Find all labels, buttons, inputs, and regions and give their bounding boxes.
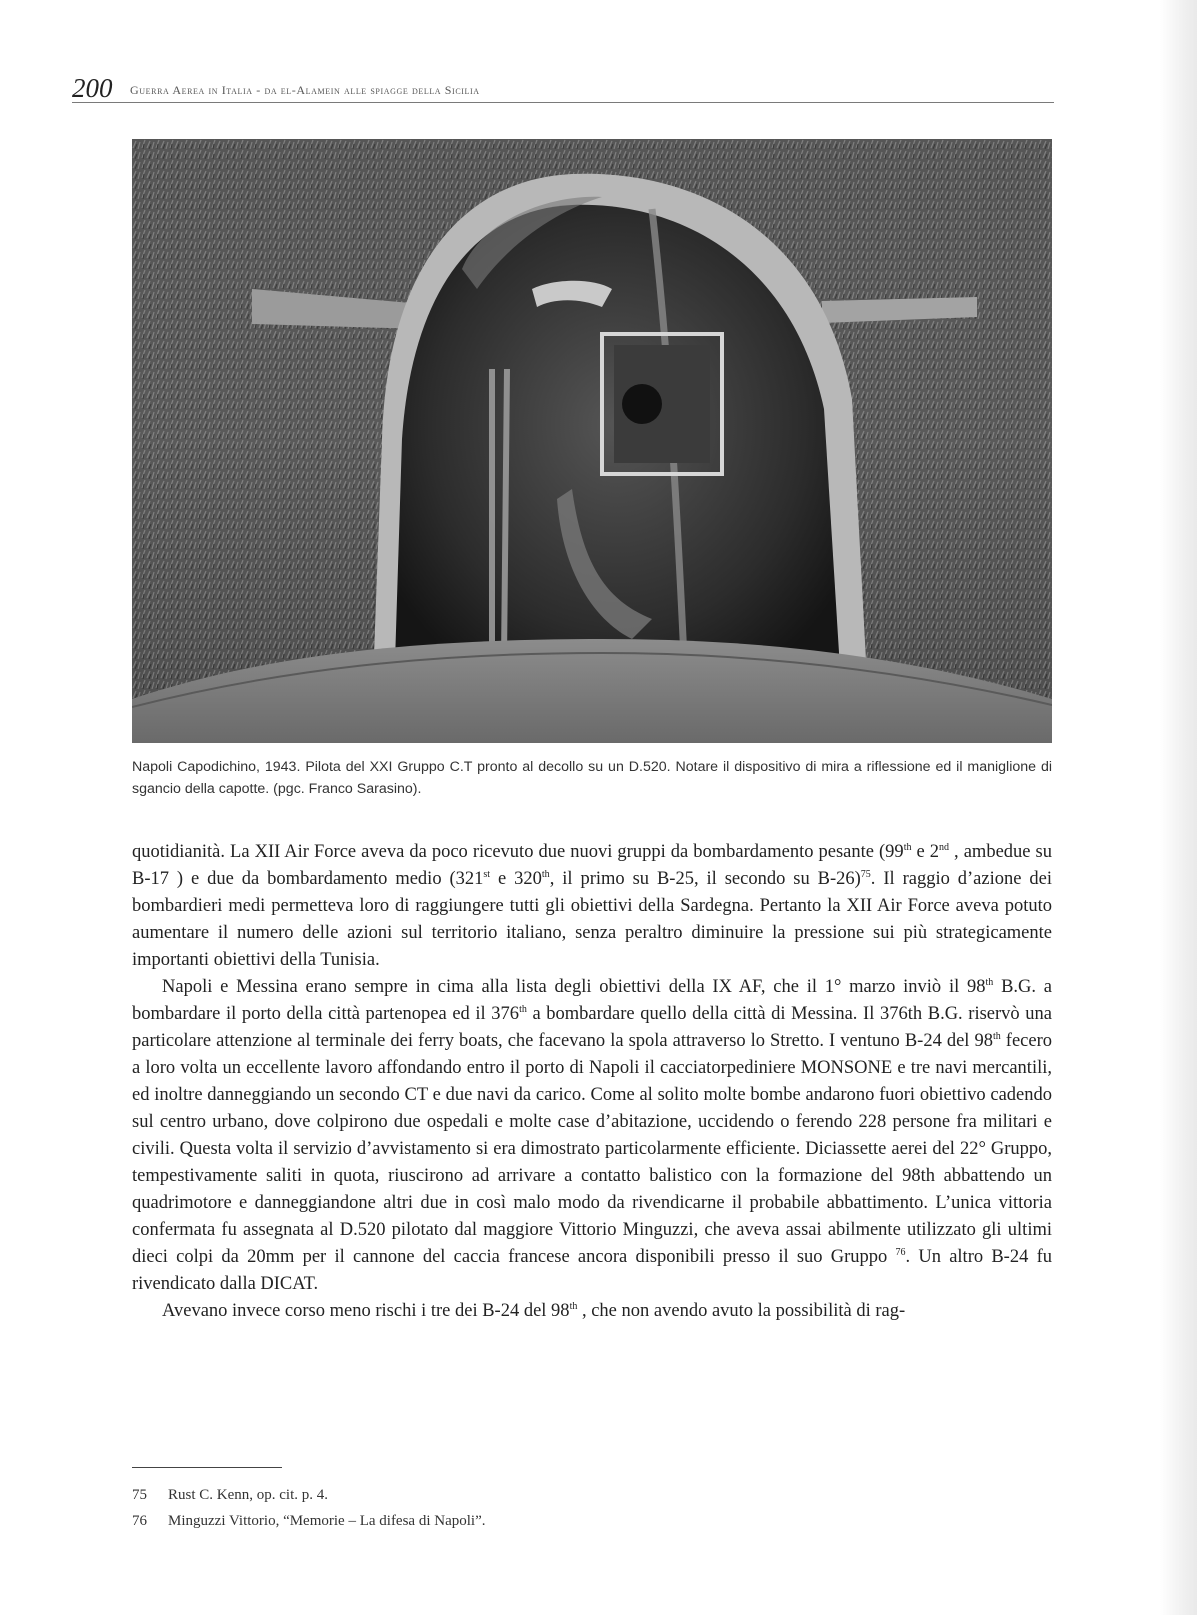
paragraph-3: Avevano invece corso meno rischi i tre dei B-24 del 98th , che non avendo avuto la possibilità di rag- (162, 1301, 906, 1321)
footnote-76 (132, 1508, 1052, 1534)
paragraph-1: quotidianità. La XII Air Force aveva da poco ricevuto due nuovi gruppi da bombardamento pesante (99th e 2nd , ambedue su B-17 ) e due da bombardamento medio (321st e 320th, il primo su B-25, il secondo su B-26)$^{75}$. Il raggio d’azione dei bombardieri medi permetteva loro di raggiungere tutti gli obiettivi della Sardegna. Pertanto la XII Air Force aveva potuto aumentare il numero delle azioni sul territorio italiano, senza peraltro diminuire la pressione sui più strategicamente importanti obiettivi della Tunisia. (132, 842, 1052, 970)
running-header (72, 74, 1054, 103)
cockpit-canopy-photo (132, 139, 1052, 743)
footnote-text: Minguzzi Vittorio, “Memorie – La difesa di Napoli”. (168, 1513, 486, 1529)
photograph (132, 139, 1052, 743)
footnote-ref-76: 76 (895, 1247, 906, 1258)
paragraph-2: Napoli e Messina erano sempre in cima alla lista degli obiettivi della IX AF, che il 1° marzo inviò il 98th B.G. a bombardare il porto della città partenopea ed il 376th a bombardare quello della città di Messina. Il 376th B.G. riservò una particolare attenzione al terminale dei ferry boats, che facevano la spola attraverso lo Stretto. I ventuno B-24 del 98th fecero a loro volta un eccellente lavoro affondando entro il porto di Napoli il cacciatorpediniere MONSONE e tre navi mercantili, ed inoltre danneggiando un secondo CT e due navi da carico. Come al solito molte bombe andarono fuori obiettivo cadendo sul centro urbano, dove colpirono due ospedali e molte case d’abitazione, uccidendo o ferendo 228 persone fra militari e civili. Questa volta il servizio d’avvistamento si era dimostrato particolarmente efficiente. Diciassette aerei del 22° Gruppo, tempestivamente saliti in quota, riuscirono ad arrivare a contatto balistico con la formazione del 98th abbattendo un quadrimotore e danneggiandone altri due in così malo modo da rivendicarne il probabile abbattimento. L’unica vittoria confermata fu assegnata al D.520 pilotato dal maggiore Vittorio Minguzzi, che aveva assai abilmente utilizzato gli ultimi dieci colpi da 20mm per il cannone del caccia francese ancora disponibili presso il suo Gruppo $^{76}$. Un altro B-24 fu rivendicato dalla DICAT. (132, 977, 1052, 1294)
page-edge-shadow (1160, 0, 1197, 1615)
footnote-number: 76 (132, 1513, 147, 1529)
body-text (132, 839, 1052, 1325)
footnote-75 (132, 1482, 1052, 1508)
footnote-ref-75: 75 (860, 869, 871, 880)
footnote-number: 75 (132, 1487, 147, 1503)
footnote-text: Rust C. Kenn, op. cit. p. 4. (168, 1487, 328, 1503)
footnote-divider (132, 1467, 282, 1468)
page-number: 200 (72, 73, 113, 103)
footnotes (132, 1482, 1052, 1534)
running-title: Guerra Aerea in Italia - da el-Alamein alle spiagge della Sicilia (130, 83, 480, 97)
photo-caption: Napoli Capodichino, 1943. Pilota del XXI Gruppo C.T pronto al decollo su un D.520. Notare il dispositivo di mira a riflessione ed il maniglione di sgancio della capotte. (pgc. Franco Sarasino). (132, 759, 1052, 797)
